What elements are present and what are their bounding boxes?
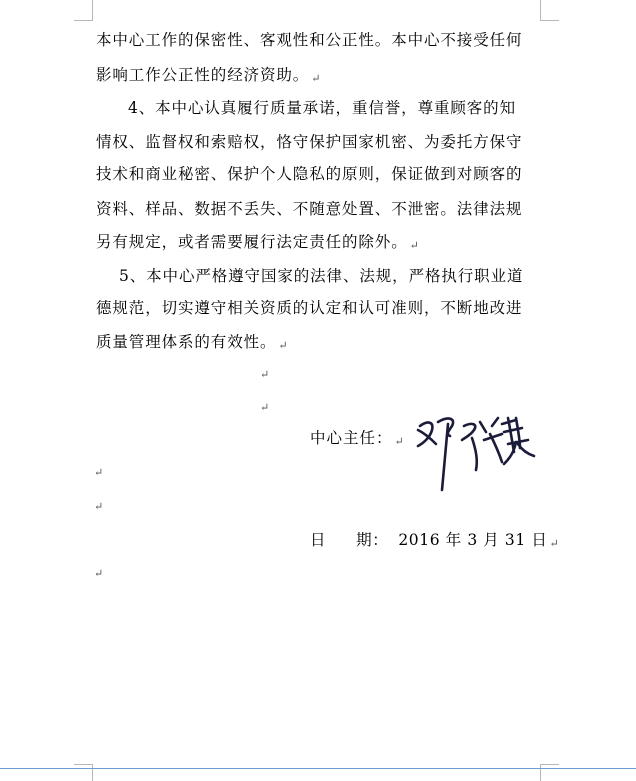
paragraph-mark: ↵ xyxy=(260,401,270,414)
date-label-part2: 期： xyxy=(356,531,389,549)
crop-mark-top-right xyxy=(540,0,559,21)
text-line xyxy=(119,266,523,286)
line-text: 质量管理体系的有效性。 xyxy=(96,333,277,351)
crop-mark-top-left xyxy=(74,0,93,21)
text-line xyxy=(96,232,420,256)
text-line xyxy=(96,332,289,356)
paragraph-mark: ↵ xyxy=(94,567,104,580)
page-bottom-rule xyxy=(0,768,636,769)
signature-label-text: 中心主任： xyxy=(310,429,393,447)
crop-mark-bottom-left xyxy=(74,764,93,781)
signature-label xyxy=(310,428,405,452)
line-text: 5、本中心严格遵守国家的法律、法规，严格执行职业道 xyxy=(119,267,524,285)
handwritten-signature xyxy=(412,404,544,496)
line-text: 德规范，切实遵守相关资质的认定和认可准则，不断地改进 xyxy=(96,299,523,317)
line-text: 本中心工作的保密性、客观性和公正性。本中心不接受任何 xyxy=(96,31,523,49)
line-text: 4、本中心认真履行质量承诺，重信誉，尊重顾客的知 xyxy=(128,99,516,117)
line-text: 情权、监督权和索赔权，恪守保护国家机密、为委托方保守 xyxy=(96,133,523,151)
paragraph-mark: ↵ xyxy=(311,72,322,85)
crop-mark-bottom-right xyxy=(540,764,559,781)
paragraph-mark: ↵ xyxy=(394,435,405,448)
line-text: 另有规定，或者需要履行法定责任的除外。 xyxy=(96,233,408,251)
line-text: 资料、样品、数据不丢失、不随意处置、不泄密。法律法规 xyxy=(96,200,523,218)
paragraph-mark: ↵ xyxy=(94,466,104,479)
text-line xyxy=(96,199,522,219)
line-text: 影响工作公正性的经济资助。 xyxy=(96,66,310,84)
paragraph-mark: ↵ xyxy=(278,339,289,352)
date-value: 2016 年 3 月 31 日 xyxy=(398,531,548,549)
text-line xyxy=(96,65,321,89)
text-line xyxy=(128,98,516,118)
text-line xyxy=(96,164,522,184)
paragraph-mark: ↵ xyxy=(409,239,420,252)
paragraph-mark: ↵ xyxy=(260,368,270,381)
text-line xyxy=(96,132,522,152)
text-line xyxy=(96,30,522,50)
date-line xyxy=(310,530,559,554)
line-text: 技术和商业秘密、保护个人隐私的原则，保证做到对顾客的 xyxy=(96,165,523,183)
paragraph-mark: ↵ xyxy=(549,537,560,550)
text-line xyxy=(96,298,522,318)
paragraph-mark: ↵ xyxy=(94,500,104,513)
date-label-part1: 日 xyxy=(310,531,327,549)
